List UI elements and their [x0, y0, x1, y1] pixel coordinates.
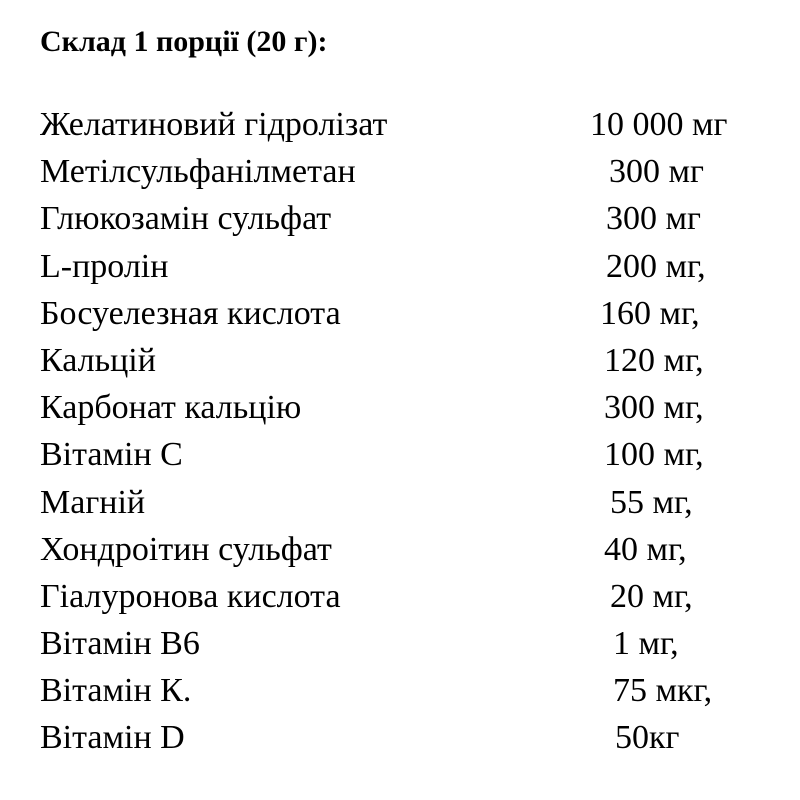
- ingredient-name: Магній: [40, 483, 146, 521]
- ingredient-amount: 50кг: [615, 719, 680, 757]
- ingredient-row: [40, 101, 800, 148]
- ingredient-name: Желатиновий гідролізат: [40, 106, 388, 143]
- ingredient-name: Карбонат кальцію: [40, 389, 302, 427]
- ingredient-row: [40, 384, 800, 431]
- ingredient-row: [40, 714, 800, 761]
- ingredient-row: [40, 526, 800, 573]
- ingredient-name: Кальцій: [40, 341, 156, 379]
- ingredient-row: [40, 290, 800, 337]
- ingredient-name: L-пролін: [40, 247, 169, 285]
- ingredient-row: [40, 243, 800, 290]
- ingredient-amount: 55 мг,: [610, 483, 693, 521]
- ingredient-amount: 160 мг,: [600, 294, 700, 332]
- ingredient-amount: 120 мг,: [604, 341, 704, 379]
- ingredient-amount: 10 000 мг: [590, 106, 728, 143]
- ingredient-amount: 20 мг,: [610, 577, 693, 615]
- ingredient-row: [40, 573, 800, 620]
- ingredient-name: Метілсульфанілметан: [40, 153, 356, 191]
- ingredient-name: Вітамін К.: [40, 672, 192, 710]
- ingredient-name: Вітамін В6: [40, 625, 200, 663]
- ingredient-name: Хондроітин сульфат: [40, 530, 332, 568]
- ingredient-row: [40, 337, 800, 384]
- ingredient-name: Гіалуронова кислота: [40, 577, 341, 615]
- ingredient-amount: 200 мг,: [606, 247, 706, 285]
- ingredient-row: [40, 431, 800, 478]
- ingredient-amount: 75 мкг,: [613, 672, 713, 710]
- ingredient-row: [40, 479, 800, 526]
- ingredient-row: [40, 148, 800, 195]
- ingredient-amount: 100 мг,: [604, 436, 704, 474]
- ingredients-list: [40, 101, 800, 762]
- ingredient-name: Босуелезная кислота: [40, 294, 341, 332]
- ingredient-amount: 300 мг: [606, 200, 701, 238]
- ingredient-name: Вітамін С: [40, 436, 183, 474]
- ingredient-row: [40, 195, 800, 242]
- ingredient-amount: 300 мг,: [604, 389, 704, 427]
- ingredient-amount: 40 мг,: [604, 530, 687, 568]
- ingredient-name: Глюкозамін сульфат: [40, 200, 332, 238]
- ingredient-row: [40, 667, 800, 714]
- ingredient-name: Вітамін D: [40, 719, 185, 757]
- ingredient-row: [40, 620, 800, 667]
- composition-title: Склад 1 порції (20 г):: [40, 25, 328, 58]
- ingredient-amount: 1 мг,: [613, 625, 679, 663]
- ingredient-amount: 300 мг: [609, 153, 704, 191]
